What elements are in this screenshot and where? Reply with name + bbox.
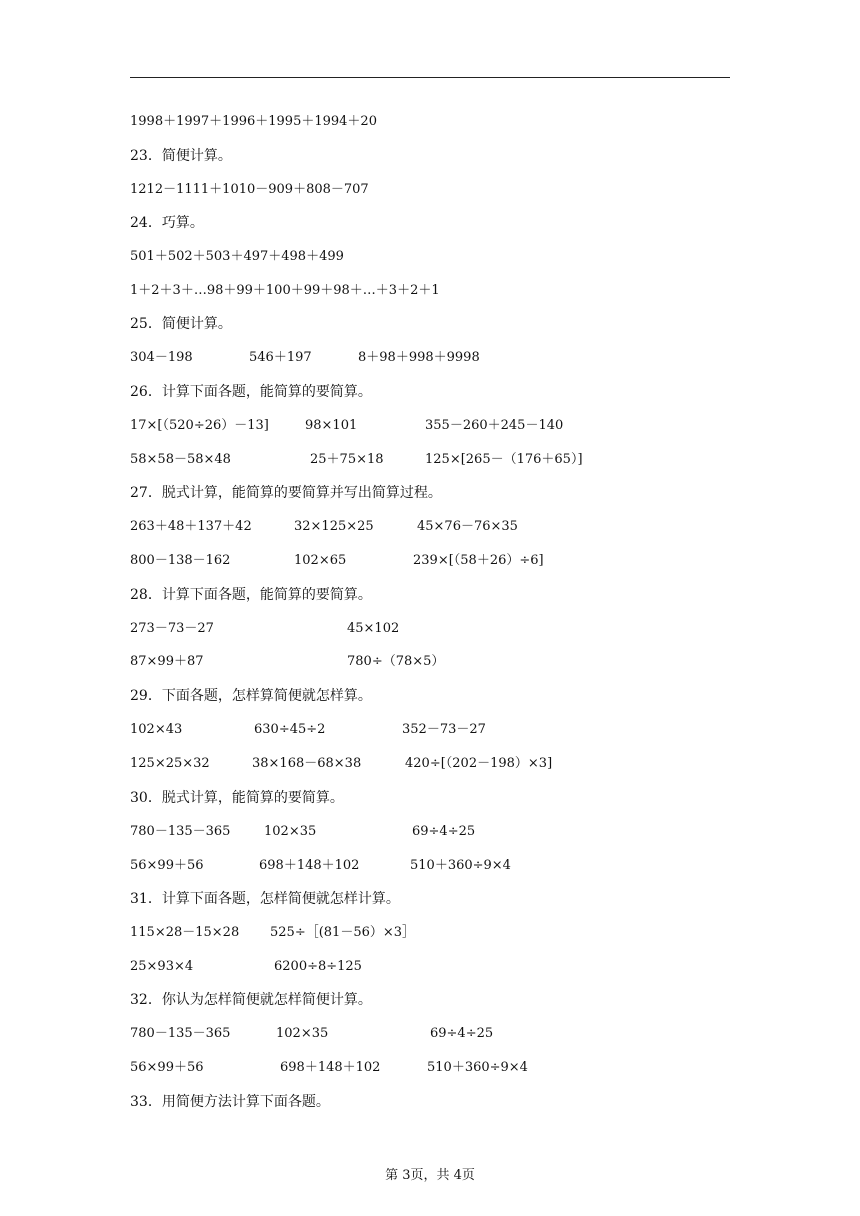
expression: 352－73－27 <box>402 722 486 737</box>
expression: 698＋148＋102 <box>259 858 360 873</box>
expression: 780－135－365 <box>130 1026 231 1041</box>
problem-29-heading: 29．下面各题，怎样算简便就怎样算。 <box>130 688 372 704</box>
expression: 510＋360÷9×4 <box>410 858 511 873</box>
expression: 45×76－76×35 <box>417 519 518 534</box>
expression: 525÷［(81－56）×3］ <box>270 925 416 940</box>
expression: 125×25×32 <box>130 756 210 771</box>
expression: 38×168－68×38 <box>252 756 362 771</box>
intro-expression: 1998＋1997＋1996＋1995＋1994＋20 <box>130 114 377 129</box>
problem-26-heading: 26．计算下面各题，能简算的要简算。 <box>130 384 372 400</box>
expression: 25＋75×18 <box>310 452 384 467</box>
problem-30-heading: 30．脱式计算，能简算的要简算。 <box>130 790 344 806</box>
header-rule <box>130 77 730 78</box>
expression: 698＋148＋102 <box>280 1060 381 1075</box>
expression: 273－73－27 <box>130 621 214 636</box>
expression: 546＋197 <box>249 350 312 365</box>
expression: 1212－1111＋1010－909＋808－707 <box>130 182 369 197</box>
expression: 102×43 <box>130 722 183 737</box>
expression: 420÷[（202－198）×3] <box>405 756 553 771</box>
expression: 6200÷8÷125 <box>274 959 362 974</box>
expression: 69÷4÷25 <box>430 1026 494 1041</box>
expression: 69÷4÷25 <box>412 824 476 839</box>
expression: 780－135－365 <box>130 824 231 839</box>
expression: 239×[（58＋26）÷6] <box>413 553 544 568</box>
expression: 8＋98＋998＋9998 <box>358 350 480 365</box>
expression: 102×65 <box>294 553 347 568</box>
expression: 98×101 <box>305 418 358 433</box>
problem-28-heading: 28．计算下面各题，能简算的要简算。 <box>130 587 372 603</box>
expression: 25×93×4 <box>130 959 194 974</box>
expression: 780÷（78×5） <box>347 654 445 669</box>
expression: 56×99＋56 <box>130 1060 204 1075</box>
expression: 87×99＋87 <box>130 654 204 669</box>
expression: 501＋502＋503＋497＋498＋499 <box>130 249 344 264</box>
problem-33-heading: 33．用简便方法计算下面各题。 <box>130 1094 330 1110</box>
expression: 355－260＋245－140 <box>425 418 564 433</box>
problem-24-heading: 24．巧算。 <box>130 215 204 231</box>
expression: 102×35 <box>276 1026 329 1041</box>
expression: 800－138－162 <box>130 553 231 568</box>
expression: 56×99＋56 <box>130 858 204 873</box>
page-footer: 第 3页，共 4页 <box>385 1168 475 1183</box>
expression: 510＋360÷9×4 <box>427 1060 528 1075</box>
problem-32-heading: 32．你认为怎样简便就怎样简便计算。 <box>130 992 372 1008</box>
expression: 58×58－58×48 <box>130 452 231 467</box>
expression: 17×[（520÷26）－13] <box>130 418 269 433</box>
expression: 125×[265－（176＋65）] <box>425 452 583 467</box>
problem-23-heading: 23．简便计算。 <box>130 148 232 164</box>
expression: 304－198 <box>130 350 193 365</box>
expression: 263＋48＋137＋42 <box>130 519 252 534</box>
expression: 115×28－15×28 <box>130 925 240 940</box>
expression: 1＋2＋3＋…98＋99＋100＋99＋98＋…＋3＋2＋1 <box>130 283 440 298</box>
expression: 102×35 <box>264 824 317 839</box>
expression: 630÷45÷2 <box>254 722 326 737</box>
expression: 32×125×25 <box>294 519 374 534</box>
problem-25-heading: 25．简便计算。 <box>130 316 232 332</box>
expression: 45×102 <box>347 621 400 636</box>
problem-31-heading: 31．计算下面各题，怎样简便就怎样计算。 <box>130 891 400 907</box>
problem-27-heading: 27．脱式计算，能简算的要简算并写出简算过程。 <box>130 485 442 501</box>
